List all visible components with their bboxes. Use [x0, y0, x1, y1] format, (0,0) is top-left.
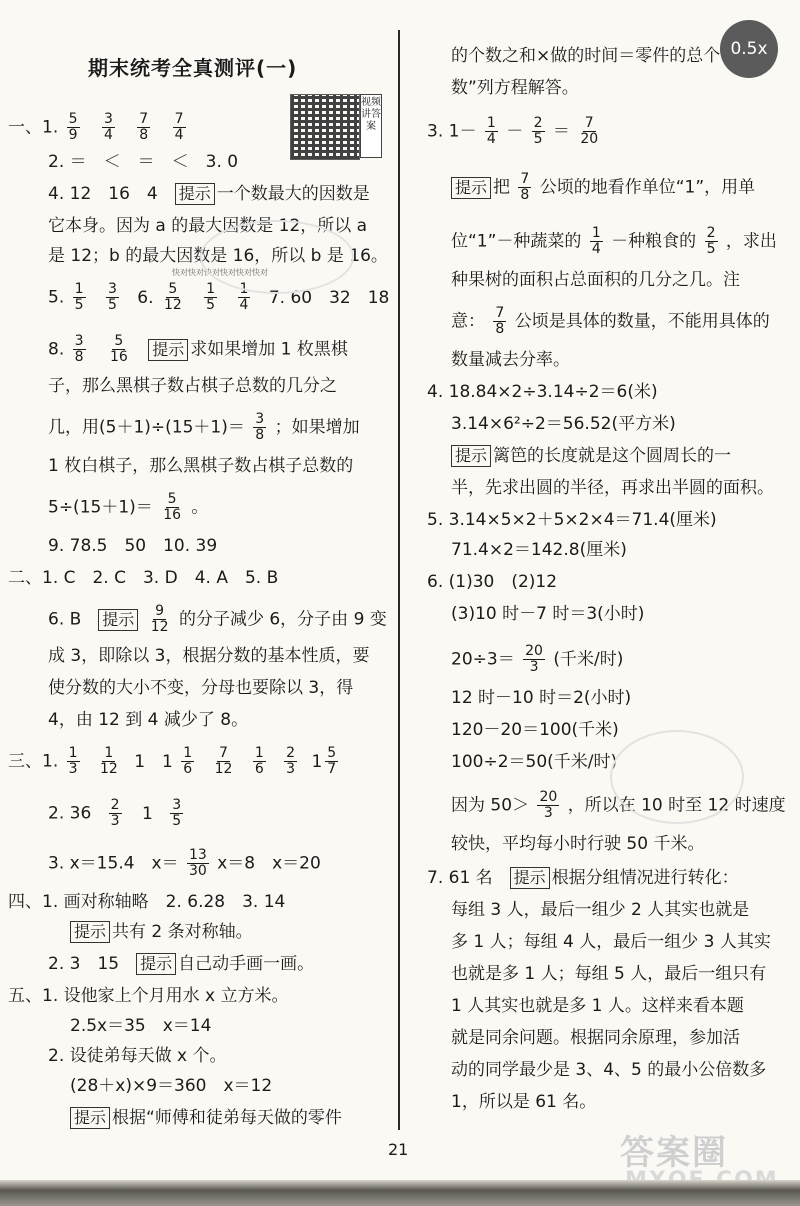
fraction: $\frac{5}{16}$	[163, 491, 182, 523]
s5-q1-b: 2.5x＝35 x＝14	[70, 1016, 212, 1036]
r-q4: 4. 18.84×2÷3.14÷2＝6(米)	[427, 382, 658, 402]
fraction: $\frac{3}{5}$	[107, 281, 117, 313]
qr-label: 视频讲答案	[360, 94, 382, 158]
r-line-8: 数量减去分率。	[451, 350, 570, 370]
r-q3-tip: 提示 把 $\frac{7}{8}$ 公顷的地看作单位“1”，用单	[451, 172, 755, 203]
tip-label: 提示	[98, 609, 138, 631]
s1-q9: 9. 78.5 50 10. 39	[48, 536, 218, 556]
fraction: $\frac{3}{8}$	[255, 411, 265, 443]
fraction: $\frac{5}{9}$	[68, 111, 78, 143]
tip-label: 提示	[70, 921, 110, 943]
faint-stamp	[200, 220, 354, 294]
r-q7-h: 1，所以是 61 名。	[451, 1092, 597, 1112]
s1-q1: 一、1. $\frac{5}{9}$ $\frac{3}{4}$ $\frac{7}{8}$ $\frac{7}{4}$	[8, 112, 189, 143]
r-q6-6: 120－20＝100(千米)	[451, 720, 619, 740]
fraction: $\frac{2}{5}$	[533, 115, 543, 147]
r-q5: 5. 3.14×5×2＋5×2×4＝71.4(厘米)	[427, 510, 717, 530]
r-q7-c: 多 1 人；每组 4 人，最后一组少 3 人其实	[451, 932, 771, 952]
fraction: $\frac{1}{4}$	[591, 225, 601, 257]
r-q7-d: 也就是多 1 人；每组 5 人，最后一组只有	[451, 964, 767, 984]
s5-q2-b: (28＋x)×9＝360 x＝12	[70, 1076, 273, 1096]
s3-q1: 三、1. $\frac{1}{3}$ $\frac{1}{12}$ 1 1 $\frac{1}{6}$ $\frac{7}{12}$ $\frac{1}{6}$ $\frac{2}{3}$ 1 $\frac{5}{7}$	[8, 745, 337, 777]
s1-q8-c: 子，那么黑棋子数占棋子总数的几分之	[48, 376, 337, 396]
fraction: $\frac{1}{5}$	[206, 281, 216, 313]
s5-q2-c: 提示 根据“师傅和徒弟每天做的零件	[70, 1106, 342, 1130]
fraction: $\frac{1}{12}$	[99, 745, 118, 777]
r-q7-g: 动的同学最少是 3、4、5 的最小公倍数多	[451, 1060, 767, 1080]
fraction: $\frac{2}{5}$	[706, 225, 716, 257]
column-divider	[398, 30, 400, 1130]
s4-q1: 四、1. 画对称轴略 2. 6.28 3. 14	[8, 892, 286, 912]
r-q4-b: 3.14×6²÷2＝56.52(平方米)	[451, 414, 676, 434]
s2-q6-d: 使分数的大小不变，分母也要除以 3，得	[48, 678, 354, 698]
s2-q6: 6. B 提示 $\frac{9}{12}$ 的分子减少 6，分子由 9 变	[48, 603, 387, 635]
r-line-0: 的个数之和×做的时间＝零件的总个	[451, 46, 721, 66]
tip-label: 提示	[70, 1107, 110, 1129]
fraction: $\frac{2}{3}$	[110, 797, 120, 829]
r-q7-f: 就是同余问题。根据同余原理，参加活	[451, 1028, 740, 1048]
tip-label: 提示	[510, 867, 550, 889]
r-q6: 6. (1)30 (2)12	[427, 572, 558, 592]
r-q7-b: 每组 3 人，最后一组少 2 人其实也就是	[451, 900, 750, 920]
r-q6-3: (3)10 时－7 时＝3(小时)	[451, 604, 645, 624]
fraction: $\frac{7}{4}$	[174, 111, 184, 143]
page-number: 21	[388, 1140, 409, 1159]
s1-q4: 4. 12 16 4 提示 一个数最大的因数是	[48, 184, 370, 204]
fraction: $\frac{1}{6}$	[254, 745, 264, 777]
fraction: $\frac{20}{3}$	[525, 643, 543, 675]
r-q4-tip: 提示 篱笆的长度就是这个圆周长的一	[451, 444, 731, 468]
r-q6-8: 因为 50＞ $\frac{20}{3}$ ，所以在 10 时至 12 时速度	[451, 789, 786, 821]
r-q7-e: 1 人其实也就是多 1 人。这样来看本题	[451, 996, 744, 1016]
r-line-1: 数”列方程解答。	[451, 78, 579, 98]
fraction: $\frac{7}{8}$	[495, 305, 505, 337]
r-q6-7: 100÷2＝50(千米/时)	[451, 752, 618, 772]
s3-q2: 2. 36 $\frac{2}{3}$ 1 $\frac{3}{5}$	[48, 797, 182, 829]
s2-q6-e: 4，由 12 到 4 减少了 8。	[48, 710, 249, 730]
fraction: $\frac{9}{12}$	[150, 603, 169, 635]
s1-q4-c: 它本身。因为 a 的最大因数是 12，所以 a	[48, 216, 368, 236]
r-line-6: 种果树的面积占总面积的几分之几。注	[451, 270, 740, 290]
s1-q8: 8. $\frac{3}{8}$ $\frac{5}{16}$ 提示 求如果增加 1 枚黑棋	[48, 333, 348, 365]
fraction: $\frac{3}{4}$	[103, 111, 113, 143]
r-q4-c: 半，先求出圆的半径，再求出半圆的面积。	[451, 478, 774, 498]
s1-q8-d: 几，用(5＋1)÷(15＋1)＝ $\frac{3}{8}$ ；如果增加	[48, 411, 360, 443]
tip-label: 提示	[451, 445, 491, 467]
page-title: 期末统考全真测评(一)	[88, 56, 298, 80]
fraction: $\frac{2}{3}$	[286, 745, 296, 777]
fraction: $\frac{3}{5}$	[172, 797, 182, 829]
tip-label: 提示	[175, 183, 215, 205]
fraction: $\frac{20}{3}$	[539, 789, 558, 821]
s5-q2: 2. 设徒弟每天做 x 个。	[48, 1046, 227, 1066]
tip-label: 提示	[136, 953, 176, 975]
watermark-logo: 答案圈	[620, 1133, 728, 1173]
r-line-7: 意： $\frac{7}{8}$ 公顷是具体的数量，不能用具体的	[451, 305, 770, 337]
fraction: $\frac{7}{20}$	[580, 115, 599, 147]
faint-stamp	[610, 730, 744, 824]
fraction: $\frac{3}{8}$	[74, 333, 84, 365]
s3-q3: 3. x＝15.4 x＝ $\frac{13}{30}$ x＝8 x＝20	[48, 847, 321, 879]
s1-q8-e: 1 枚白棋子，那么黑棋子数占棋子总数的	[48, 456, 354, 476]
tip-label: 提示	[451, 177, 491, 199]
s5-q1: 五、1. 设他家上个月用水 x 立方米。	[8, 986, 289, 1006]
fraction: $\frac{5}{7}$	[327, 745, 337, 777]
r-line-5: 位“1”－种蔬菜的 $\frac{1}{4}$ －种粮食的 $\frac{2}{5}$ ，求出	[451, 225, 777, 257]
s4-q2: 2. 3 15 提示 自己动手画一画。	[48, 954, 315, 974]
zoom-badge[interactable]: 0.5x	[720, 20, 778, 78]
r-q7: 7. 61 名 提示 根据分组情况进行转化：	[427, 868, 739, 888]
s1-q5-7: 5. $\frac{1}{5}$ $\frac{3}{5}$ 6. $\frac{5}{12}$ $\frac{1}{5}$ $\frac{1}{4}$ 7. 60 32 18	[48, 281, 390, 313]
s2-q1: 二、1. C 2. C 3. D 4. A 5. B	[8, 568, 279, 588]
s1-q4-d: 是 12；b 的最大因数是 16，所以 b 是 16。	[48, 246, 388, 266]
fraction: $\frac{1}{5}$	[74, 281, 84, 313]
fraction: $\frac{13}{30}$	[189, 847, 207, 879]
fraction: $\frac{7}{8}$	[520, 171, 530, 203]
tiny-overlay-text: 快对快对快对快对快对快对	[172, 268, 268, 277]
r-q6-9: 较快，平均每小时行驶 50 千米。	[451, 834, 705, 854]
fraction: $\frac{5}{12}$	[163, 281, 182, 313]
fraction: $\frac{7}{8}$	[139, 111, 149, 143]
qr-code[interactable]	[290, 94, 360, 160]
r-q6-4: 20÷3＝ $\frac{20}{3}$ (千米/时)	[451, 643, 624, 675]
s1-q8-f: 5÷(15＋1)＝ $\frac{5}{16}$ 。	[48, 491, 209, 523]
fraction: $\frac{1}{4}$	[486, 115, 496, 147]
fraction: $\frac{1}{6}$	[183, 745, 193, 777]
s1-q2: 2. ＝ ＜ ＝ ＜ 3. 0	[48, 152, 239, 172]
tip-label: 提示	[148, 339, 188, 361]
r-q3: 3. 1－ $\frac{1}{4}$ － $\frac{2}{5}$ ＝ $\frac{7}{20}$	[427, 115, 599, 147]
page-edge-shadow	[0, 1180, 800, 1206]
r-q6-5: 12 时－10 时＝2(小时)	[451, 688, 632, 708]
fraction: $\frac{5}{16}$	[109, 333, 128, 365]
fraction: $\frac{1}{3}$	[68, 745, 78, 777]
s4-tip: 提示 共有 2 条对称轴。	[70, 920, 253, 944]
fraction: $\frac{7}{12}$	[214, 745, 233, 777]
r-q5-b: 71.4×2＝142.8(厘米)	[451, 540, 627, 560]
fraction: $\frac{1}{4}$	[239, 281, 249, 313]
s2-q6-c: 成 3，即除以 3，根据分数的基本性质，要	[48, 646, 370, 666]
